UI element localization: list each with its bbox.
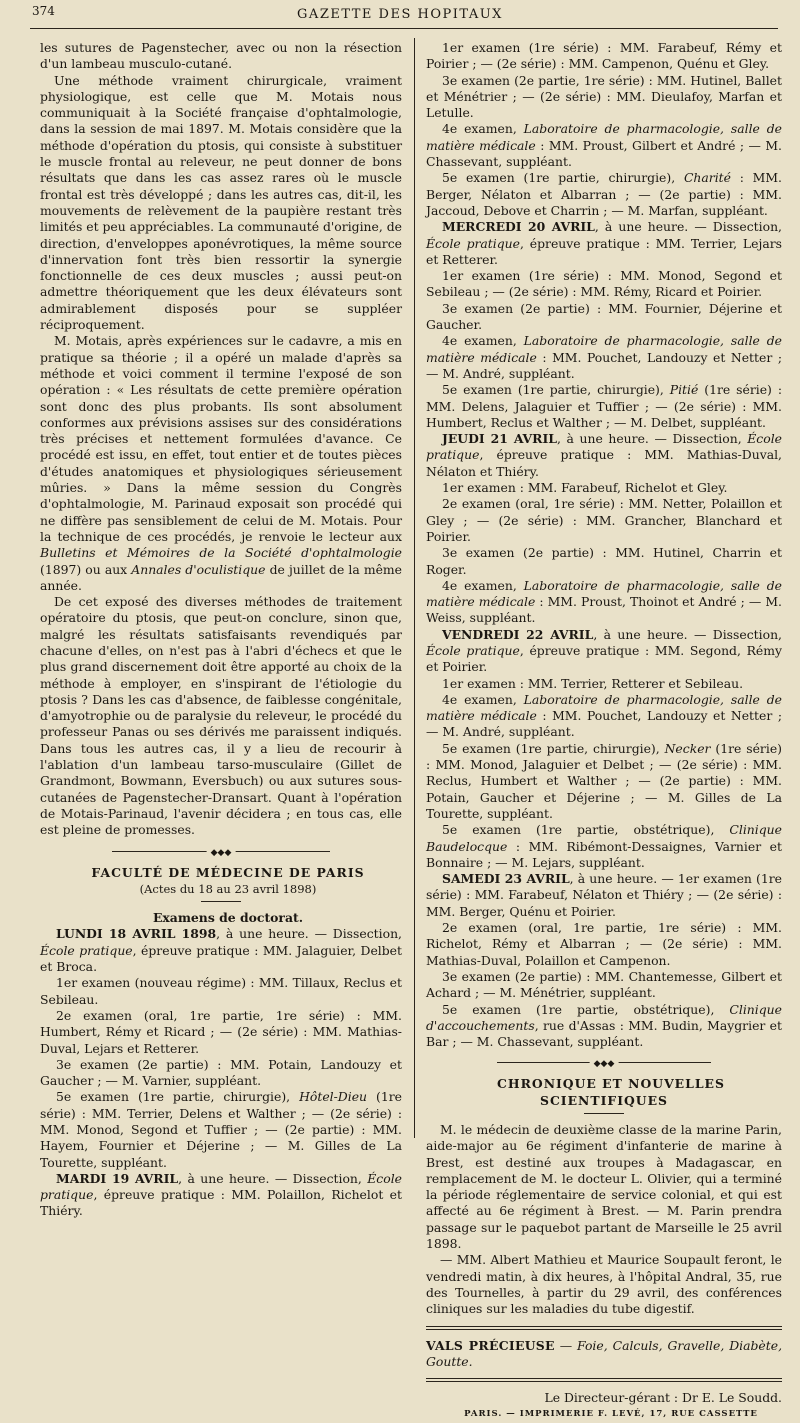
entry-rest: , rue d'Assas : MM. Budin, Maygrier et Bar ; — M. Chassevant, suppléant. xyxy=(426,1017,782,1050)
entry-text: , à une heure. — Dissection, xyxy=(178,1170,368,1186)
entry-text: , à une heure. — Dissection, xyxy=(216,926,402,942)
exam-entry xyxy=(426,480,782,496)
paragraph: les sutures de Pagenstecher, avec ou non la résection d'un lambeau musculo-cutané. xyxy=(40,40,402,72)
short-rule xyxy=(584,1113,624,1114)
entry-text: 5e examen (1re partie, chirurgie), xyxy=(442,382,670,398)
entry-text: 3e examen (2e partie) : MM. Hutinel, Charrin et Roger. xyxy=(426,545,782,577)
exam-entry xyxy=(40,1008,402,1057)
director-signature: Le Directeur-gérant : Dr E. Le Soudd. xyxy=(544,1390,782,1406)
chronique-title: CHRONIQUE ET NOUVELLES SCIENTIFIQUES xyxy=(497,1076,725,1108)
vals-indications: — Foie, Calculs, Gravelle, Diabète, Goutte. xyxy=(426,1337,783,1369)
short-rule xyxy=(201,901,241,902)
entry-place: Necker xyxy=(664,740,711,756)
entry-place: Laboratoire de pharmacologie, salle de matière médicale xyxy=(426,333,782,365)
entry-rest: : MM. Proust, Gilbert et André ; — M. Chassevant, suppléant. xyxy=(426,137,782,170)
entry-text: 1er examen (nouveau régime) : MM. Tillaux, Reclus et Sebileau. xyxy=(40,975,402,1007)
entry-text: 4e examen, xyxy=(442,333,524,349)
entry-rest: , épreuve pratique : MM. Terrier, Lejars et Retterer. xyxy=(426,235,782,267)
entry-rest: , épreuve pratique : MM. Segond, Rémy et Poirier. xyxy=(426,642,783,675)
paragraph xyxy=(40,333,402,594)
entry-place: École pratique xyxy=(426,642,520,658)
exam-entry xyxy=(426,969,782,1002)
entry-rest: , épreuve pratique : MM. Mathias-Duval, Nélaton et Thiéry. xyxy=(426,447,782,479)
double-rule xyxy=(426,1326,782,1330)
entry-rest: (1re série) : MM. Delens, Jalaguier et Tuffier ; — (2e série) : MM. Humbert, Reclus et Walther ; — M. Delbet, suppléant. xyxy=(426,382,782,430)
entry-place: École pratique xyxy=(40,1170,402,1203)
exam-entry xyxy=(426,741,782,822)
entry-place: Laboratoire de pharmacologie, salle de matière médicale xyxy=(426,121,782,153)
entry-place: Clinique Baudelocque xyxy=(426,822,782,854)
entry-text: 5e examen (1re partie, chirurgie), xyxy=(56,1089,300,1105)
entry-rest: : MM. Pouchet, Landouzy et Netter ; — M. André, suppléant. xyxy=(426,349,782,381)
exam-entry xyxy=(426,382,782,431)
entry-rest: : MM. Proust, Thoinot et André ; — M. Weiss, suppléant. xyxy=(426,594,782,626)
entry-text: 3e examen (2e partie) : MM. Chantemesse, Gilbert et Achard ; — M. Ménétrier, suppléant. xyxy=(426,968,782,1001)
exam-entry xyxy=(426,871,782,920)
entry-text: 2e examen (oral, 1re série) : MM. Netter, Polaillon et Gley ; — (2e série) : MM. Grancher, Blanchard et Poirier. xyxy=(426,496,782,544)
exam-entry xyxy=(426,431,782,480)
entry-text: 4e examen, xyxy=(442,691,524,707)
exam-entry xyxy=(426,822,782,871)
exam-entry xyxy=(40,1171,402,1220)
exam-entry xyxy=(426,920,782,969)
exam-entry xyxy=(426,170,782,219)
exam-entry xyxy=(426,692,782,741)
entry-text: 1er examen : MM. Terrier, Retterer et Sebileau. xyxy=(442,675,744,691)
exam-entry xyxy=(426,268,782,301)
entry-place: Pitié xyxy=(669,382,699,398)
exam-entry xyxy=(426,496,782,545)
entry-text: 5e examen (1re partie, chirurgie), xyxy=(442,170,684,186)
right-exam-list xyxy=(426,40,782,1050)
ornament-divider xyxy=(112,847,329,858)
exam-entry xyxy=(426,121,782,170)
left-column xyxy=(40,40,402,1220)
exam-entry xyxy=(426,578,782,627)
entry-text: , à une heure. — Dissection, xyxy=(594,219,782,235)
reference-connector: (1897) ou aux xyxy=(40,561,132,577)
ornament-glyph: ◆◆◆ xyxy=(590,1056,619,1072)
entry-place: Hôtel-Dieu xyxy=(299,1089,368,1105)
exam-entry xyxy=(426,219,782,268)
double-rule xyxy=(426,1378,782,1382)
entry-text: 1er examen (1re série) : MM. Farabeuf, Rémy et Poirier ; — (2e série) : MM. Campenon, Quénu et Gley. xyxy=(426,40,782,72)
entry-text: 5e examen (1re partie, chirurgie), xyxy=(442,740,665,756)
entry-text: 4e examen, xyxy=(442,121,524,137)
entry-text: , à une heure. — Dissection, xyxy=(556,431,748,447)
entry-text: 1er examen : MM. Farabeuf, Richelot et Gley. xyxy=(442,480,728,496)
ornament-glyph: ◆◆◆ xyxy=(207,845,236,861)
entry-text: 4e examen, xyxy=(442,577,524,593)
printer-imprint: PARIS. — IMPRIMERIE F. LEVÉ, 17, RUE CASSETTE xyxy=(464,1409,758,1420)
entry-text: 1er examen (1re série) : MM. Monod, Segond et Sebileau ; — (2e série) : MM. Rémy, Ricard et Poirier. xyxy=(426,268,782,300)
exam-entry xyxy=(426,545,782,578)
annales-reference: Annales d'oculistique xyxy=(131,561,266,577)
entry-place: Laboratoire de pharmacologie, salle de matière médicale xyxy=(426,577,782,610)
exam-entry xyxy=(426,333,782,382)
faculty-title: FACULTÉ DE MÉDECINE DE PARIS xyxy=(91,864,365,880)
reference-tail: de juillet de la même année. xyxy=(40,561,403,593)
paragraph-text: M. Motais, après expériences sur le cadavre, a mis en pratique sa théorie ; il a opéré un malade d'après sa méthode et voici comment il termine l'exposé de son opération : « Les résultats de cette première opération sont donc des plus probants. Ils sont absolument conformes aux prévisions assises sur des considérations très précises et nettement formulées d'avance. Ce procédé est issu, en effet, tout entier et de toutes pièces d'études anatomiques et physiologiques sérieusement mûries. » Dans la même session du Congrès d'ophtalmologie, M. Parinaud exposait son procédé qui ne diffère pas sensiblement de celui de M. Motais. Pour la technique de ces procédés, je renvoie le lecteur aux xyxy=(40,333,402,544)
entry-text: 5e examen (1re partie, obstétrique), xyxy=(442,1001,730,1017)
entry-place: École pratique xyxy=(426,431,782,463)
faculty-subtitle: (Actes du 18 au 23 avril 1898) xyxy=(139,881,317,896)
vals-advertisement xyxy=(426,1338,782,1371)
entry-text: 3e examen (2e partie) : MM. Potain, Landouzy et Gaucher ; — M. Varnier, suppléant. xyxy=(40,1056,402,1089)
entry-rest: : MM. Ribémont-Dessaignes, Varnier et Bonnaire ; — M. Lejars, suppléant. xyxy=(426,838,782,870)
left-exam-list xyxy=(40,926,402,1219)
entry-place: Charité xyxy=(683,170,731,186)
entry-text: 3e examen (2e partie, 1re série) : MM. Hutinel, Ballet et Ménétrier ; — (2e série) : MM. Dieulafoy, Marfan et Letulle. xyxy=(426,72,782,121)
entry-rest: (1re série) : MM. Terrier, Delens et Walther ; — (2e série) : MM. Monod, Segond et Tuffier ; — (2e partie) : MM. Hayem, Fournier et Déjerine ; — M. Gilles de La Tourette, suppléant. xyxy=(40,1089,402,1170)
header-rule xyxy=(30,28,778,29)
day-heading: LUNDI 18 AVRIL 1898 xyxy=(56,926,217,942)
entry-text: 3e examen (2e partie) : MM. Fournier, Déjerine et Gaucher. xyxy=(426,300,782,333)
entry-place: Clinique d'accouchements xyxy=(426,1001,782,1033)
page-number: 374 xyxy=(32,4,55,18)
entry-text: 2e examen (oral, 1re partie, 1re série) : MM. Richelot, Rémy et Albarran ; — (2e série) : MM. Mathias-Duval, Polaillon et Campenon. xyxy=(426,920,782,968)
exam-entry xyxy=(426,40,782,73)
paragraph: De cet exposé des diverses méthodes de traitement opératoire du ptosis, que peut-on conclure, sinon que, malgré les résultats satisfaisants revendiqués par chacune d'elles, on n'est pas à l'abri d'échecs et que le plus grand discernement doit être apporté au choix de la méthode à employer, en s'inspirant de l'étiologie du ptosis ? Dans les cas d'absence, de faiblesse congénitale, d'amyotrophie ou de paralysie du releveur, le procédé du professeur Panas ou ses dérivés me paraissent indiqués. Dans tous les autres cas, il y a lieu de recourir à l'ablation d'un lambeau tarso-musculaire (Gillet de Grandmont, Bowmann, Eversbuch) ou aux sutures sous-cutanées de Pagenstecher-Dransart. Quant à l'opération de Motais-Parinaud, l'avenir décidera ; en tous cas, elle est pleine de promesses. xyxy=(40,594,402,838)
exam-entry xyxy=(426,73,782,122)
vals-brand: VALS PRÉCIEUSE xyxy=(426,1337,555,1353)
exam-entry xyxy=(426,1002,782,1051)
exam-entry xyxy=(40,1057,402,1090)
entry-place: École pratique xyxy=(40,942,133,958)
exam-entry xyxy=(40,975,402,1008)
entry-rest: , épreuve pratique : MM. Polaillon, Richelot et Thiéry. xyxy=(40,1187,402,1219)
entry-rest: : MM. Pouchet, Landouzy et Netter ; — M. André, suppléant. xyxy=(426,708,782,740)
exam-entry xyxy=(40,1089,402,1170)
day-heading: VENDREDI 22 AVRIL xyxy=(442,626,594,642)
entry-rest: (1re série) : MM. Monod, Jalaguier et Delbet ; — (2e série) : MM. Reclus, Humbert et Walther ; — (2e partie) : MM. Potain, Gaucher et Déjerine ; — M. Gilles de La Tourette, suppléant. xyxy=(426,740,782,821)
day-heading: SAMEDI 23 AVRIL xyxy=(442,871,570,887)
entry-rest: : MM. Berger, Nélaton et Albarran ; — (2e partie) : MM. Jaccoud, Debove et Charrin ; — M. Marfan, suppléant. xyxy=(426,170,782,218)
exam-entry xyxy=(40,926,402,975)
bulletin-reference: Bulletins et Mémoires de la Société d'ophtalmologie xyxy=(40,545,402,561)
entry-text: , à une heure. — 1er examen (1re série) : MM. Farabeuf, Nélaton et Thiéry ; — (2e série) : MM. Berger, Quénu et Poirier. xyxy=(426,871,783,919)
day-heading: MERCREDI 20 AVRIL xyxy=(442,219,595,235)
ornament-divider xyxy=(497,1059,711,1070)
right-column xyxy=(426,40,782,1423)
entry-rest: , épreuve pratique : MM. Jalaguier, Delbet et Broca. xyxy=(40,942,402,975)
entry-place: École pratique xyxy=(426,235,520,251)
paragraph: Une méthode vraiment chirurgicale, vraiment physiologique, est celle que M. Motais nous communiquait à la Société française d'ophtalmologie, dans la session de mai 1897. M. Motais considère que la méthode d'opération du ptosis, qui consiste à substituer le muscle frontal au releveur, ne peut donner de bons résultats que dans les cas assez rares où le muscle frontal est très développé ; dans les autres cas, dit-il, les mouvements de relèvement de la paupière restant très limités et peu appréciables. La communauté d'origine, de direction, d'enveloppes aponévrotiques, la même source d'innervation font très bien ressortir la synergie fonctionnelle de ces deux muscles ; aussi peut-on admettre théoriquement que les deux élévateurs sont admirablement disposés pour se suppléer réciproquement. xyxy=(40,72,403,333)
chronique-paragraph: M. le médecin de deuxième classe de la marine Parin, aide-major au 6e régiment d'infanterie de marine à Brest, est destiné aux troupes à Madagascar, en remplacement de M. le docteur L. Olivier, qui a terminé la période réglementaire de service colonial, et qui est affecté au 6e régiment à Brest. — M. Parin prendra passage sur le paquebot partant de Marseille le 25 avril 1898. xyxy=(426,1122,782,1252)
exams-title: Examens de doctorat. xyxy=(152,910,304,926)
exam-entry xyxy=(426,301,782,334)
entry-text: , à une heure. — Dissection, xyxy=(593,626,782,642)
day-heading: JEUDI 21 AVRIL xyxy=(442,431,557,447)
column-divider xyxy=(414,38,415,1138)
entry-text: 2e examen (oral, 1re partie, 1re série) : MM. Humbert, Rémy et Ricard ; — (2e série) : MM. Mathias-Duval, Lejars et Retterer. xyxy=(40,1007,402,1056)
day-heading: MARDI 19 AVRIL xyxy=(56,1170,179,1186)
entry-text: 5e examen (1re partie, obstétrique), xyxy=(442,822,730,838)
exam-entry xyxy=(426,627,782,676)
running-title: GAZETTE DES HOPITAUX xyxy=(297,7,503,22)
entry-place: Laboratoire de pharmacologie, salle de matière médicale xyxy=(426,691,782,724)
exam-entry xyxy=(426,676,782,692)
chronique-paragraph: — MM. Albert Mathieu et Maurice Soupault feront, le vendredi matin, à dix heures, à l'hôpital Andral, 35, rue des Tournelles, à partir du 29 avril, des conférences cliniques sur les maladies du tube digestif. xyxy=(426,1252,782,1317)
